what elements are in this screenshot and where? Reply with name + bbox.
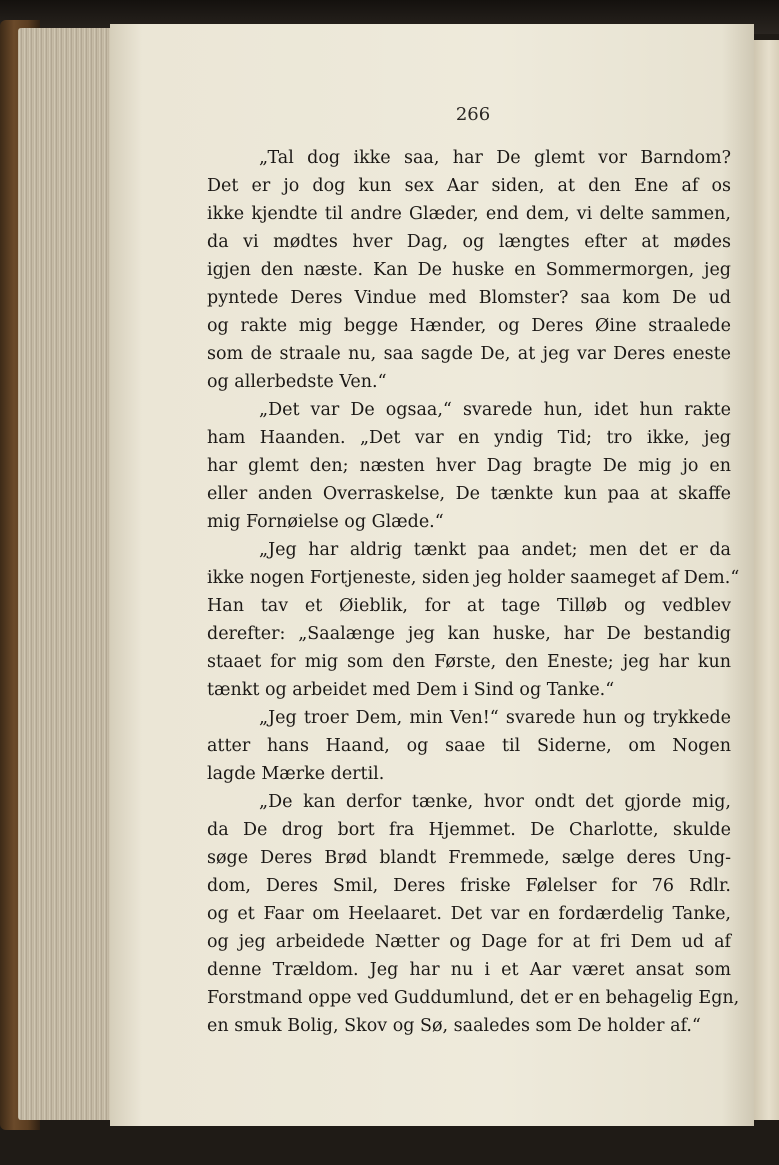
text-line: en smuk Bolig, Skov og Sø, saaledes som De holder af.“ [207, 1016, 701, 1036]
text-line: staaet for mig som den Første, den Eneste; jeg har kun [207, 652, 731, 672]
text-line: „Tal dog ikke saa, har De glemt vor Barndom? [259, 148, 731, 168]
text-line: „Det var De ogsaa,“ svarede hun, idet hun rakte [259, 400, 731, 420]
text-line: mig Fornøielse og Glæde.“ [207, 512, 444, 532]
text-line: pyntede Deres Vindue med Blomster? saa kom De ud [207, 288, 731, 308]
text-line: har glemt den; næsten hver Dag bragte De mig jo en [207, 456, 731, 476]
text-line: ikke kjendte til andre Glæder, end dem, vi delte sammen, [207, 204, 731, 224]
text-line: og jeg arbeidede Nætter og Dage for at fri Dem ud af [207, 932, 731, 952]
text-line: „De kan derfor tænke, hvor ondt det gjorde mig, [259, 792, 731, 812]
text-line: Han tav et Øieblik, for at tage Tilløb og vedblev [207, 596, 731, 616]
text-line: atter hans Haand, og saae til Siderne, om Nogen [207, 736, 731, 756]
text-line: Det er jo dog kun sex Aar siden, at den Ene af os [207, 176, 731, 196]
text-line: Forstmand oppe ved Guddumlund, det er en behagelig Egn, [207, 988, 740, 1008]
text-line: ikke nogen Fortjeneste, siden jeg holder saameget af Dem.“ [207, 568, 740, 588]
text-line: denne Trældom. Jeg har nu i et Aar været ansat som [207, 960, 731, 980]
text-line: som de straale nu, saa sagde De, at jeg var Deres eneste [207, 344, 731, 364]
text-line: lagde Mærke dertil. [207, 764, 385, 784]
text-line: „Jeg troer Dem, min Ven!“ svarede hun og trykkede [259, 708, 731, 728]
text-line: „Jeg har aldrig tænkt paa andet; men det er da [259, 540, 731, 560]
page-text [207, 144, 740, 1040]
next-page-edge [754, 40, 779, 1120]
text-line: ham Haanden. „Det var en yndig Tid; tro ikke, jeg [207, 428, 731, 448]
text-line: da vi mødtes hver Dag, og længtes efter at mødes [207, 232, 731, 252]
text-line: og rakte mig begge Hænder, og Deres Øine straalede [207, 316, 731, 336]
page-edges [18, 28, 114, 1120]
text-line: igjen den næste. Kan De huske en Sommermorgen, jeg [207, 260, 731, 280]
text-line: da De drog bort fra Hjemmet. De Charlotte, skulde [207, 820, 731, 840]
text-line: dom, Deres Smil, Deres friske Følelser for 76 Rdlr. [207, 876, 731, 896]
text-line: og et Faar om Heelaaret. Det var en fordærdelig Tanke, [207, 904, 731, 924]
text-line: eller anden Overraskelse, De tænkte kun paa at skaffe [207, 484, 731, 504]
text-line: og allerbedste Ven.“ [207, 372, 387, 392]
text-line: derefter: „Saalænge jeg kan huske, har De bestandig [207, 624, 731, 644]
text-line: tænkt og arbeidet med Dem i Sind og Tanke.“ [207, 680, 615, 700]
text-line: søge Deres Brød blandt Fremmede, sælge deres Ung- [207, 848, 731, 868]
page-number: 266 [455, 104, 491, 125]
